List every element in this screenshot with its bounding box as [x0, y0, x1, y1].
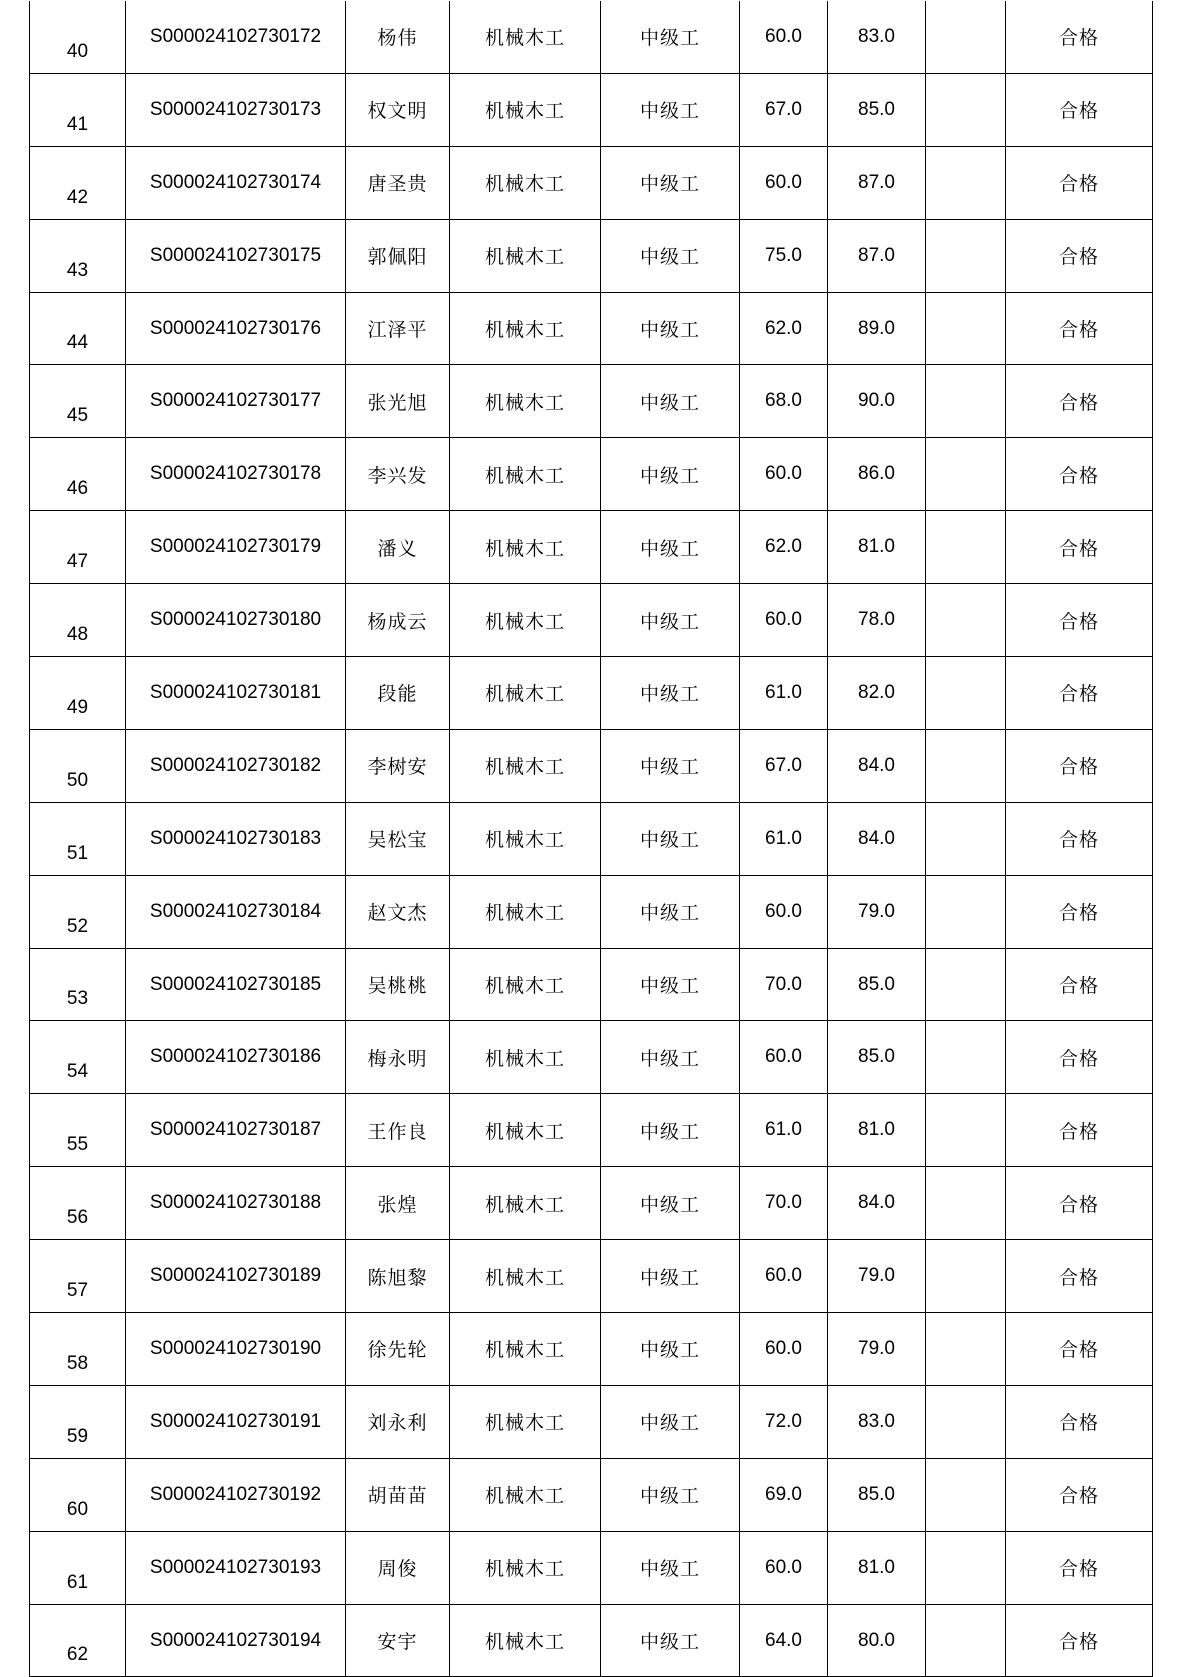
theory-score-cell: 60.0 [740, 1531, 828, 1604]
theory-score-cell: 69.0 [740, 1458, 828, 1531]
remark-cell [926, 584, 1006, 657]
result-cell: 合格 [1006, 1021, 1153, 1094]
table-body [30, 1, 1153, 1677]
certificate-id-cell: S000024102730181 [126, 657, 346, 730]
table-row [30, 729, 1153, 802]
certificate-id-cell: S000024102730186 [126, 1021, 346, 1094]
theory-score-cell: 60.0 [740, 1313, 828, 1386]
result-cell: 合格 [1006, 1313, 1153, 1386]
trade-cell: 机械木工 [450, 292, 601, 365]
practical-score-cell: 87.0 [828, 219, 926, 292]
certificate-id-cell: S000024102730173 [126, 73, 346, 146]
theory-score-cell: 61.0 [740, 1094, 828, 1167]
result-cell: 合格 [1006, 365, 1153, 438]
theory-score-cell: 70.0 [740, 948, 828, 1021]
certificate-id-cell: S000024102730178 [126, 438, 346, 511]
trade-cell: 机械木工 [450, 729, 601, 802]
candidate-name-cell: 李树安 [346, 729, 450, 802]
practical-score-cell: 79.0 [828, 875, 926, 948]
row-number-cell: 44 [30, 292, 126, 365]
certificate-id-cell: S000024102730176 [126, 292, 346, 365]
table-row [30, 1458, 1153, 1531]
skill-level-cell: 中级工 [601, 1313, 740, 1386]
theory-score-cell: 64.0 [740, 1604, 828, 1677]
trade-cell: 机械木工 [450, 875, 601, 948]
skill-level-cell: 中级工 [601, 1240, 740, 1313]
theory-score-cell: 61.0 [740, 657, 828, 730]
table-row [30, 584, 1153, 657]
skill-level-cell: 中级工 [601, 1167, 740, 1240]
remark-cell [926, 292, 1006, 365]
remark-cell [926, 1313, 1006, 1386]
result-cell: 合格 [1006, 1094, 1153, 1167]
candidate-name-cell: 郭佩阳 [346, 219, 450, 292]
candidate-name-cell: 陈旭黎 [346, 1240, 450, 1313]
trade-cell: 机械木工 [450, 802, 601, 875]
practical-score-cell: 82.0 [828, 657, 926, 730]
skill-level-cell: 中级工 [601, 584, 740, 657]
table-row [30, 875, 1153, 948]
table-row [30, 1313, 1153, 1386]
result-cell: 合格 [1006, 292, 1153, 365]
theory-score-cell: 67.0 [740, 729, 828, 802]
candidate-name-cell: 唐圣贵 [346, 146, 450, 219]
result-cell: 合格 [1006, 584, 1153, 657]
certificate-id-cell: S000024102730194 [126, 1604, 346, 1677]
candidate-name-cell: 安宇 [346, 1604, 450, 1677]
trade-cell: 机械木工 [450, 438, 601, 511]
practical-score-cell: 81.0 [828, 1094, 926, 1167]
certificate-id-cell: S000024102730183 [126, 802, 346, 875]
theory-score-cell: 60.0 [740, 1021, 828, 1094]
skill-level-cell: 中级工 [601, 511, 740, 584]
row-number-cell: 48 [30, 584, 126, 657]
skill-level-cell: 中级工 [601, 1021, 740, 1094]
candidate-name-cell: 赵文杰 [346, 875, 450, 948]
row-number-cell: 62 [30, 1604, 126, 1677]
result-cell: 合格 [1006, 1240, 1153, 1313]
row-number-cell: 46 [30, 438, 126, 511]
row-number-cell: 60 [30, 1458, 126, 1531]
remark-cell [926, 948, 1006, 1021]
trade-cell: 机械木工 [450, 1167, 601, 1240]
candidate-name-cell: 权文明 [346, 73, 450, 146]
certificate-id-cell: S000024102730193 [126, 1531, 346, 1604]
skill-level-cell: 中级工 [601, 1094, 740, 1167]
practical-score-cell: 78.0 [828, 584, 926, 657]
remark-cell [926, 1021, 1006, 1094]
skill-level-cell: 中级工 [601, 73, 740, 146]
remark-cell [926, 1531, 1006, 1604]
skill-level-cell: 中级工 [601, 1458, 740, 1531]
result-cell: 合格 [1006, 146, 1153, 219]
result-cell: 合格 [1006, 875, 1153, 948]
trade-cell: 机械木工 [450, 219, 601, 292]
row-number-cell: 40 [30, 1, 126, 73]
theory-score-cell: 60.0 [740, 1240, 828, 1313]
row-number-cell: 56 [30, 1167, 126, 1240]
trade-cell: 机械木工 [450, 1, 601, 73]
candidate-name-cell: 周俊 [346, 1531, 450, 1604]
table-row [30, 802, 1153, 875]
table-row [30, 1385, 1153, 1458]
theory-score-cell: 68.0 [740, 365, 828, 438]
certificate-id-cell: S000024102730188 [126, 1167, 346, 1240]
trade-cell: 机械木工 [450, 511, 601, 584]
practical-score-cell: 85.0 [828, 73, 926, 146]
remark-cell [926, 146, 1006, 219]
certificate-id-cell: S000024102730182 [126, 729, 346, 802]
trade-cell: 机械木工 [450, 948, 601, 1021]
table-row [30, 1094, 1153, 1167]
trade-cell: 机械木工 [450, 584, 601, 657]
result-cell: 合格 [1006, 802, 1153, 875]
row-number-cell: 41 [30, 73, 126, 146]
practical-score-cell: 83.0 [828, 1385, 926, 1458]
row-number-cell: 42 [30, 146, 126, 219]
certificate-id-cell: S000024102730184 [126, 875, 346, 948]
certificate-id-cell: S000024102730190 [126, 1313, 346, 1386]
row-number-cell: 51 [30, 802, 126, 875]
skill-level-cell: 中级工 [601, 292, 740, 365]
candidate-name-cell: 徐先轮 [346, 1313, 450, 1386]
row-number-cell: 49 [30, 657, 126, 730]
table-row [30, 146, 1153, 219]
remark-cell [926, 802, 1006, 875]
result-cell: 合格 [1006, 1531, 1153, 1604]
practical-score-cell: 79.0 [828, 1313, 926, 1386]
table-row [30, 511, 1153, 584]
row-number-cell: 55 [30, 1094, 126, 1167]
remark-cell [926, 365, 1006, 438]
result-cell: 合格 [1006, 1385, 1153, 1458]
trade-cell: 机械木工 [450, 1240, 601, 1313]
trade-cell: 机械木工 [450, 1531, 601, 1604]
trade-cell: 机械木工 [450, 657, 601, 730]
practical-score-cell: 86.0 [828, 438, 926, 511]
row-number-cell: 58 [30, 1313, 126, 1386]
skill-level-cell: 中级工 [601, 438, 740, 511]
skill-level-cell: 中级工 [601, 1531, 740, 1604]
remark-cell [926, 219, 1006, 292]
remark-cell [926, 1167, 1006, 1240]
remark-cell [926, 1385, 1006, 1458]
candidate-name-cell: 李兴发 [346, 438, 450, 511]
practical-score-cell: 80.0 [828, 1604, 926, 1677]
table-row [30, 1531, 1153, 1604]
certificate-id-cell: S000024102730174 [126, 146, 346, 219]
remark-cell [926, 875, 1006, 948]
remark-cell [926, 1458, 1006, 1531]
practical-score-cell: 87.0 [828, 146, 926, 219]
table-row [30, 1, 1153, 73]
candidate-name-cell: 吴松宝 [346, 802, 450, 875]
certificate-id-cell: S000024102730192 [126, 1458, 346, 1531]
theory-score-cell: 75.0 [740, 219, 828, 292]
candidate-name-cell: 张煌 [346, 1167, 450, 1240]
remark-cell [926, 1604, 1006, 1677]
certificate-id-cell: S000024102730191 [126, 1385, 346, 1458]
practical-score-cell: 81.0 [828, 511, 926, 584]
table-row [30, 657, 1153, 730]
row-number-cell: 45 [30, 365, 126, 438]
skill-level-cell: 中级工 [601, 219, 740, 292]
certificate-id-cell: S000024102730175 [126, 219, 346, 292]
practical-score-cell: 85.0 [828, 1458, 926, 1531]
theory-score-cell: 62.0 [740, 292, 828, 365]
row-number-cell: 43 [30, 219, 126, 292]
trade-cell: 机械木工 [450, 1094, 601, 1167]
theory-score-cell: 60.0 [740, 584, 828, 657]
table-row [30, 292, 1153, 365]
practical-score-cell: 84.0 [828, 729, 926, 802]
table-row [30, 73, 1153, 146]
row-number-cell: 52 [30, 875, 126, 948]
practical-score-cell: 85.0 [828, 948, 926, 1021]
result-cell: 合格 [1006, 1167, 1153, 1240]
certificate-id-cell: S000024102730172 [126, 1, 346, 73]
row-number-cell: 61 [30, 1531, 126, 1604]
table-row [30, 1167, 1153, 1240]
skill-level-cell: 中级工 [601, 729, 740, 802]
theory-score-cell: 60.0 [740, 1, 828, 73]
candidate-name-cell: 段能 [346, 657, 450, 730]
theory-score-cell: 72.0 [740, 1385, 828, 1458]
result-cell: 合格 [1006, 73, 1153, 146]
theory-score-cell: 61.0 [740, 802, 828, 875]
candidate-name-cell: 王作良 [346, 1094, 450, 1167]
practical-score-cell: 85.0 [828, 1021, 926, 1094]
candidate-name-cell: 张光旭 [346, 365, 450, 438]
row-number-cell: 59 [30, 1385, 126, 1458]
trade-cell: 机械木工 [450, 146, 601, 219]
certificate-id-cell: S000024102730189 [126, 1240, 346, 1313]
skill-level-cell: 中级工 [601, 948, 740, 1021]
result-cell: 合格 [1006, 1458, 1153, 1531]
candidate-name-cell: 刘永利 [346, 1385, 450, 1458]
skill-level-cell: 中级工 [601, 802, 740, 875]
row-number-cell: 54 [30, 1021, 126, 1094]
certificate-id-cell: S000024102730185 [126, 948, 346, 1021]
table-row [30, 1240, 1153, 1313]
result-cell: 合格 [1006, 438, 1153, 511]
skill-level-cell: 中级工 [601, 1385, 740, 1458]
table-row [30, 1604, 1153, 1677]
practical-score-cell: 81.0 [828, 1531, 926, 1604]
trade-cell: 机械木工 [450, 73, 601, 146]
theory-score-cell: 67.0 [740, 73, 828, 146]
skill-level-cell: 中级工 [601, 657, 740, 730]
trade-cell: 机械木工 [450, 1458, 601, 1531]
practical-score-cell: 83.0 [828, 1, 926, 73]
table-row [30, 438, 1153, 511]
theory-score-cell: 70.0 [740, 1167, 828, 1240]
skill-level-cell: 中级工 [601, 146, 740, 219]
remark-cell [926, 1, 1006, 73]
candidate-name-cell: 江泽平 [346, 292, 450, 365]
theory-score-cell: 60.0 [740, 438, 828, 511]
skill-level-cell: 中级工 [601, 1604, 740, 1677]
result-cell: 合格 [1006, 1, 1153, 73]
remark-cell [926, 511, 1006, 584]
candidate-name-cell: 潘义 [346, 511, 450, 584]
certificate-id-cell: S000024102730177 [126, 365, 346, 438]
skill-level-cell: 中级工 [601, 365, 740, 438]
table-row [30, 219, 1153, 292]
trade-cell: 机械木工 [450, 1021, 601, 1094]
candidate-name-cell: 胡苗苗 [346, 1458, 450, 1531]
table-row [30, 948, 1153, 1021]
practical-score-cell: 84.0 [828, 1167, 926, 1240]
result-cell: 合格 [1006, 948, 1153, 1021]
theory-score-cell: 62.0 [740, 511, 828, 584]
theory-score-cell: 60.0 [740, 146, 828, 219]
remark-cell [926, 73, 1006, 146]
candidate-name-cell: 杨成云 [346, 584, 450, 657]
skill-level-cell: 中级工 [601, 1, 740, 73]
skill-level-cell: 中级工 [601, 875, 740, 948]
practical-score-cell: 79.0 [828, 1240, 926, 1313]
remark-cell [926, 657, 1006, 730]
results-table [29, 1, 1153, 1677]
remark-cell [926, 1094, 1006, 1167]
result-cell: 合格 [1006, 729, 1153, 802]
row-number-cell: 53 [30, 948, 126, 1021]
trade-cell: 机械木工 [450, 1604, 601, 1677]
certificate-id-cell: S000024102730187 [126, 1094, 346, 1167]
practical-score-cell: 90.0 [828, 365, 926, 438]
result-cell: 合格 [1006, 657, 1153, 730]
theory-score-cell: 60.0 [740, 875, 828, 948]
result-cell: 合格 [1006, 1604, 1153, 1677]
trade-cell: 机械木工 [450, 365, 601, 438]
row-number-cell: 50 [30, 729, 126, 802]
trade-cell: 机械木工 [450, 1385, 601, 1458]
candidate-name-cell: 吴桃桃 [346, 948, 450, 1021]
remark-cell [926, 1240, 1006, 1313]
certificate-id-cell: S000024102730180 [126, 584, 346, 657]
candidate-name-cell: 杨伟 [346, 1, 450, 73]
table-row [30, 365, 1153, 438]
trade-cell: 机械木工 [450, 1313, 601, 1386]
remark-cell [926, 438, 1006, 511]
candidate-name-cell: 梅永明 [346, 1021, 450, 1094]
result-cell: 合格 [1006, 219, 1153, 292]
certificate-id-cell: S000024102730179 [126, 511, 346, 584]
practical-score-cell: 84.0 [828, 802, 926, 875]
remark-cell [926, 729, 1006, 802]
practical-score-cell: 89.0 [828, 292, 926, 365]
row-number-cell: 57 [30, 1240, 126, 1313]
table-row [30, 1021, 1153, 1094]
row-number-cell: 47 [30, 511, 126, 584]
result-cell: 合格 [1006, 511, 1153, 584]
